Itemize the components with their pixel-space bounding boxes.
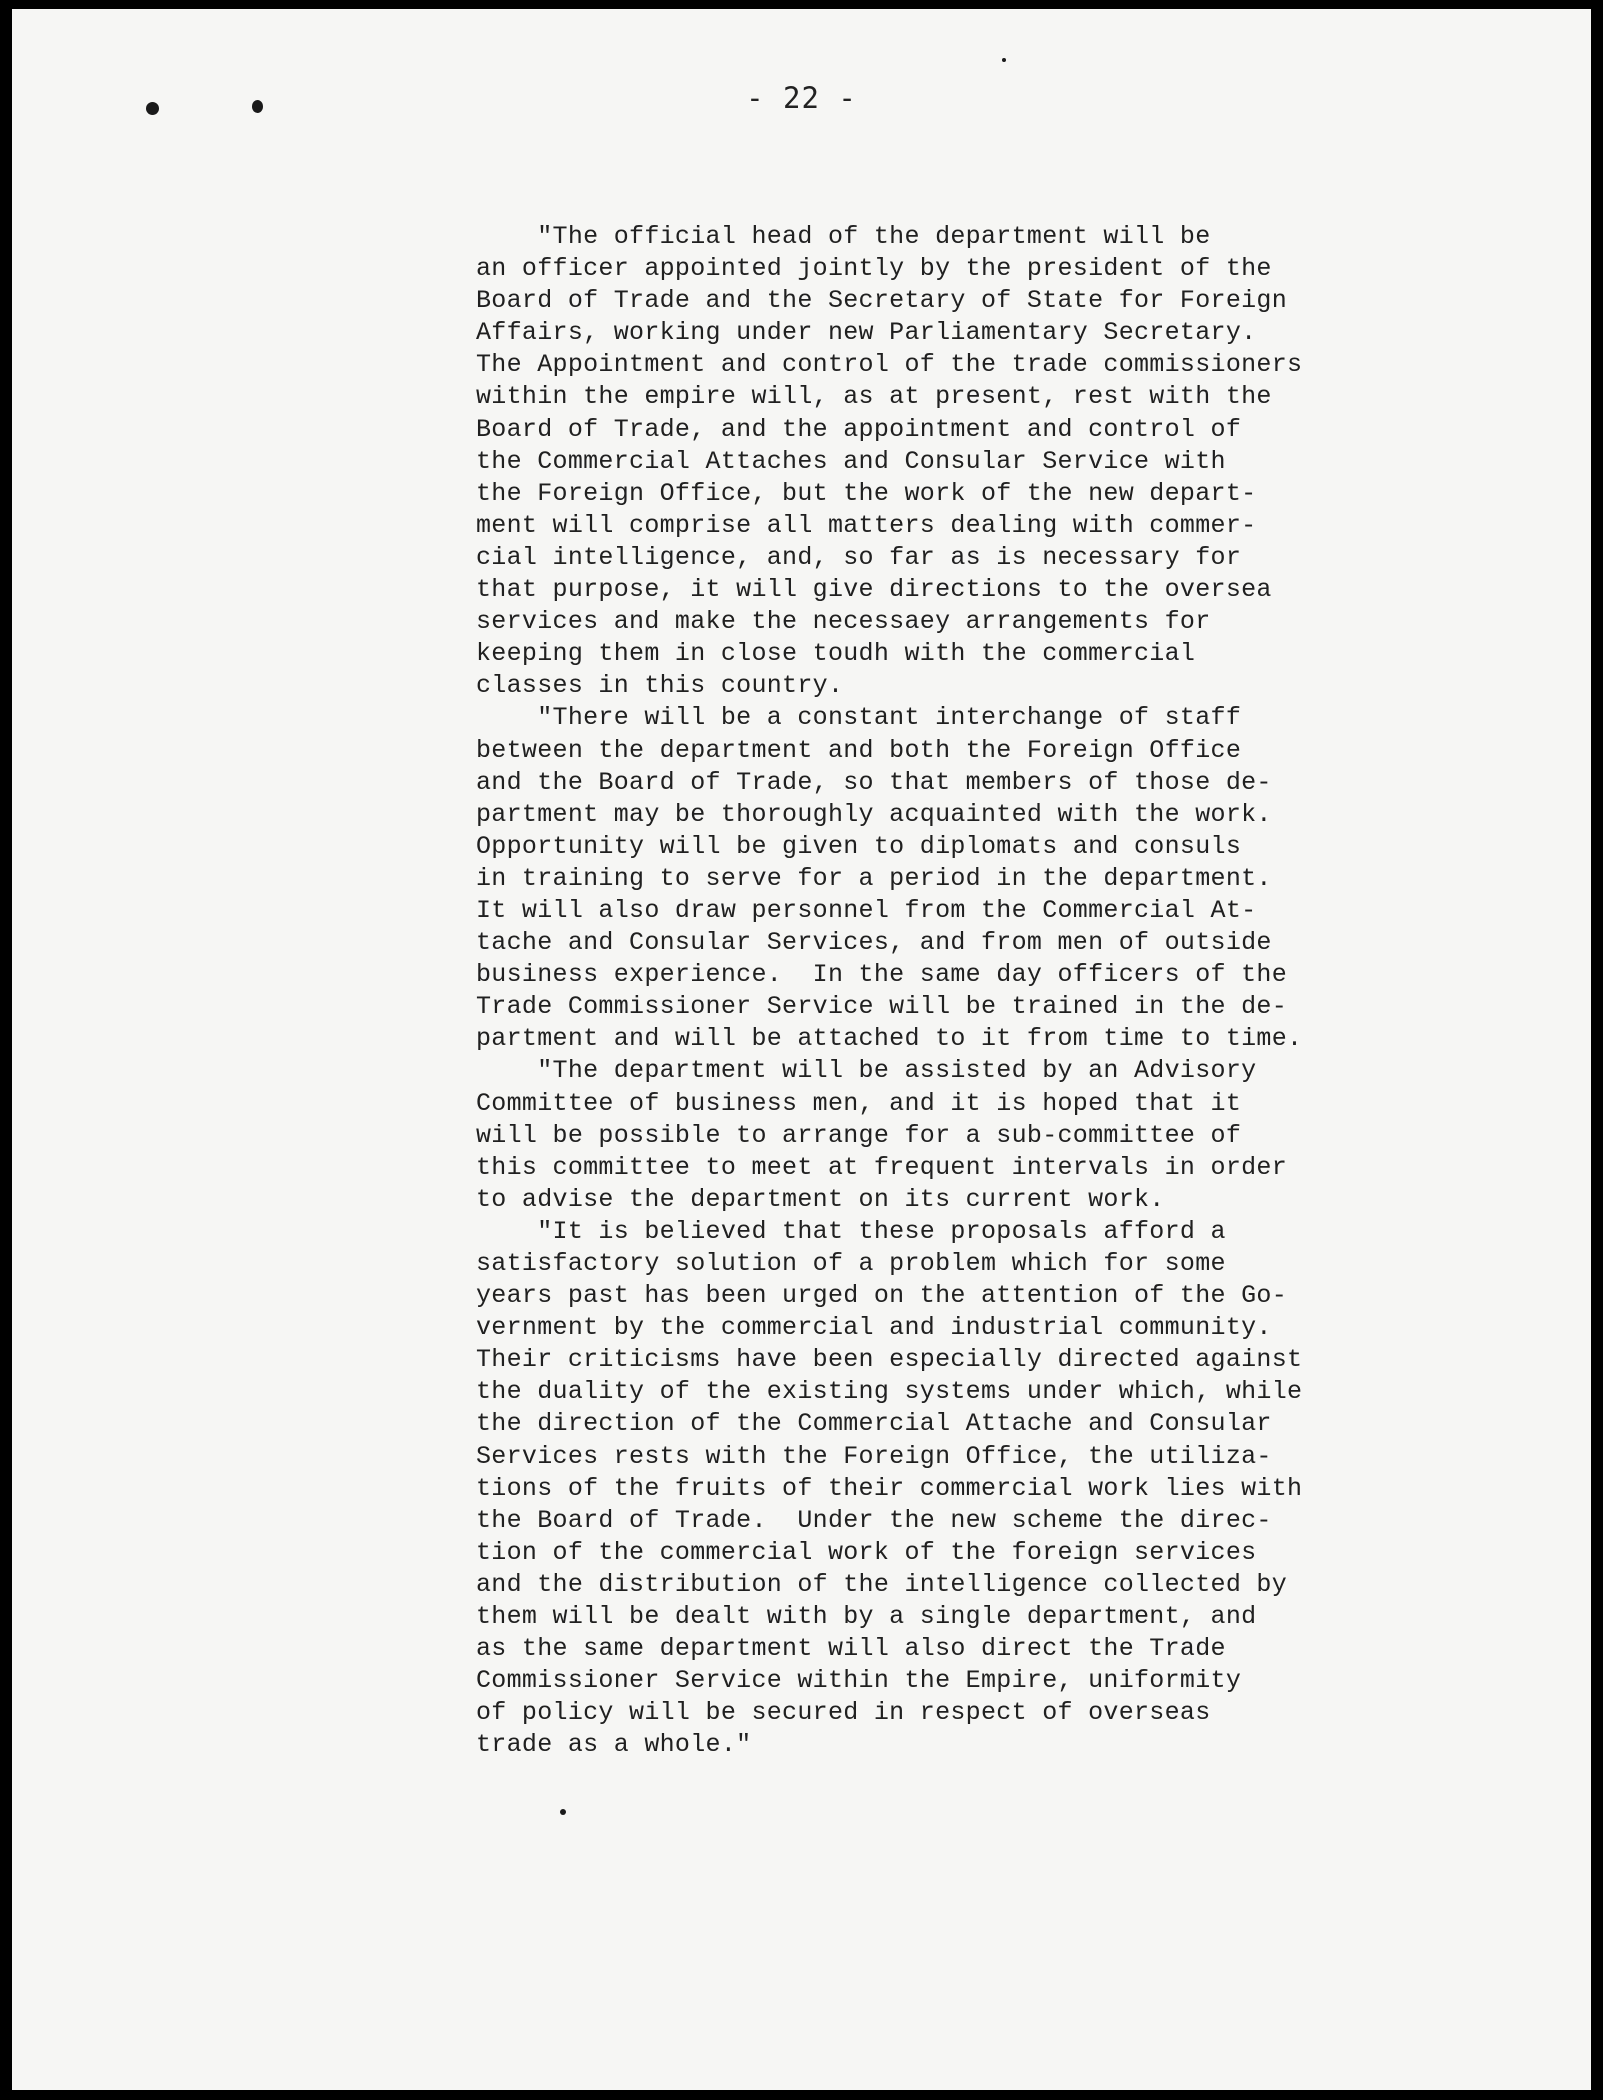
text-line: in training to serve for a period in the department.: [476, 863, 1272, 893]
text-line: Opportunity will be given to diplomats and consuls: [476, 831, 1242, 861]
text-line: that purpose, it will give directions to the oversea: [476, 575, 1272, 605]
text-line: tion of the commercial work of the foreign services: [476, 1537, 1257, 1567]
ink-speck-left: [146, 102, 159, 115]
text-line: ment will comprise all matters dealing with commer-: [476, 510, 1257, 540]
text-line: Commissioner Service within the Empire, uniformity: [476, 1666, 1242, 1696]
text-line: partment may be thoroughly acquainted with the work.: [476, 799, 1272, 829]
text-line: The Appointment and control of the trade commissioners: [476, 350, 1303, 380]
text-line: Committee of business men, and it is hoped that it: [476, 1088, 1242, 1118]
text-line: will be possible to arrange for a sub-committee of: [476, 1120, 1242, 1150]
text-line: within the empire will, as at present, rest with the: [476, 382, 1272, 412]
text-line: cial intelligence, and, so far as is necessary for: [476, 542, 1242, 572]
text-line: It will also draw personnel from the Commercial At-: [476, 895, 1257, 925]
text-line: the Foreign Office, but the work of the new depart-: [476, 478, 1257, 508]
text-line: "The department will be assisted by an Advisory: [476, 1056, 1257, 1086]
text-line: business experience. In the same day officers of the: [476, 960, 1288, 990]
text-line: Services rests with the Foreign Office, the utiliza-: [476, 1441, 1272, 1471]
text-line: "It is believed that these proposals afford a: [476, 1216, 1226, 1246]
text-line: satisfactory solution of a problem which for some: [476, 1249, 1226, 1278]
text-line: as the same department will also direct the Trade: [476, 1634, 1226, 1664]
text-line: "There will be a constant interchange of staff: [476, 703, 1242, 733]
text-line: vernment by the commercial and industrial community.: [476, 1313, 1272, 1343]
ink-speck-bottom: [560, 1809, 566, 1815]
text-line: the Commercial Attaches and Consular Service with: [476, 446, 1226, 476]
text-line: partment and will be attached to it from time to time.: [476, 1024, 1303, 1054]
text-line: tache and Consular Services, and from men of outside: [476, 928, 1272, 958]
ink-speck-right: [252, 100, 263, 113]
text-line: them will be dealt with by a single department, and: [476, 1602, 1257, 1632]
text-line: Board of Trade, and the appointment and control of: [476, 414, 1242, 444]
document-page: [12, 9, 1591, 2090]
text-line: between the department and both the Foreign Office: [476, 735, 1242, 765]
text-line: and the Board of Trade, so that members of those de-: [476, 767, 1272, 797]
text-line: tions of the fruits of their commercial work lies with: [476, 1473, 1303, 1503]
text-line: keeping them in close toudh with the commercial: [476, 639, 1196, 669]
text-line: this committee to meet at frequent intervals in order: [476, 1152, 1288, 1182]
text-line: and the distribution of the intelligence collected by: [476, 1569, 1288, 1599]
text-line: of policy will be secured in respect of overseas: [476, 1698, 1211, 1728]
text-line: Trade Commissioner Service will be trained in the de-: [476, 992, 1288, 1022]
text-line: an officer appointed jointly by the president of the: [476, 254, 1272, 284]
text-line: services and make the necessaey arrangements for: [476, 607, 1211, 637]
text-line: Affairs, working under new Parliamentary Secretary.: [476, 318, 1257, 348]
text-line: "The official head of the department will be: [476, 222, 1211, 251]
text-line: the Board of Trade. Under the new scheme the direc-: [476, 1505, 1272, 1535]
ink-speck-top: [1002, 58, 1006, 62]
text-line: Their criticisms have been especially directed against: [476, 1345, 1303, 1375]
page-number: - 22 -: [746, 81, 857, 115]
text-line: the duality of the existing systems under which, while: [476, 1377, 1303, 1407]
text-line: classes in this country.: [476, 671, 844, 701]
text-line: to advise the department on its current work.: [476, 1184, 1165, 1214]
text-line: trade as a whole.": [476, 1730, 752, 1760]
text-line: years past has been urged on the attention of the Go-: [476, 1281, 1288, 1311]
text-line: Board of Trade and the Secretary of State for Foreign: [476, 286, 1288, 316]
text-line: the direction of the Commercial Attache and Consular: [476, 1409, 1272, 1439]
document-body: [476, 221, 1396, 1762]
